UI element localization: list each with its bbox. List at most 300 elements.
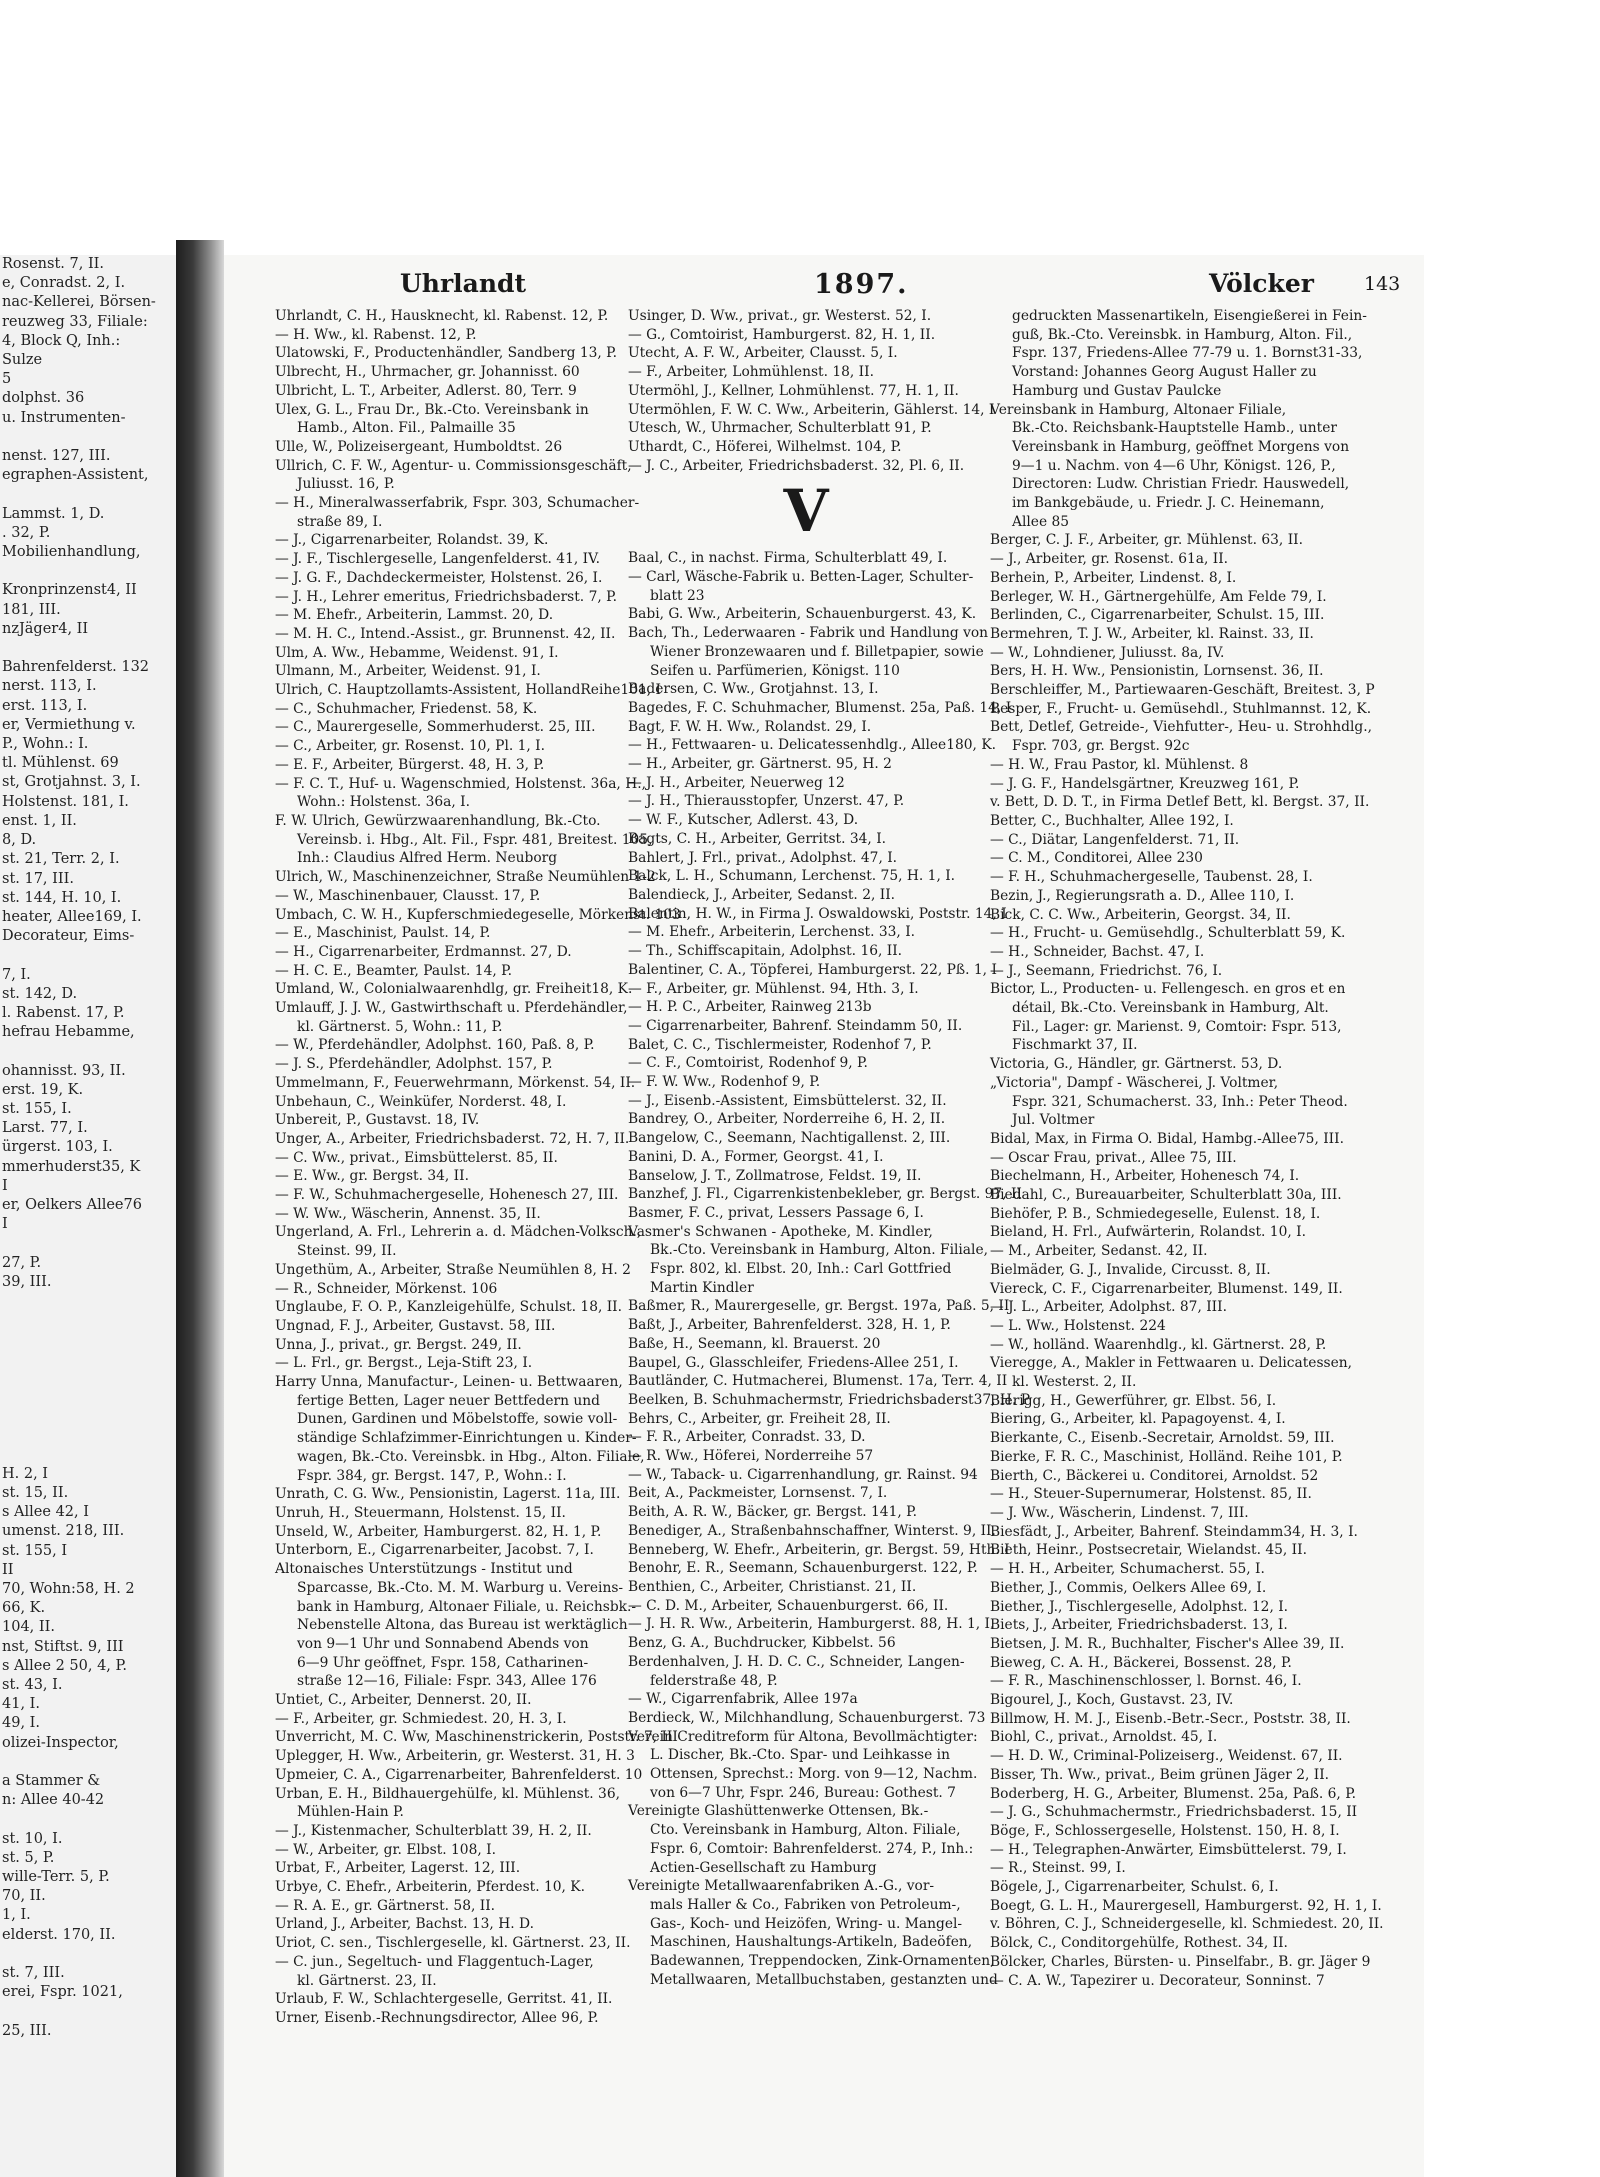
- directory-entry: Biedahl, C., Bureauarbeiter, Schulterblatt 30a, III.: [990, 1187, 1342, 1204]
- entry-continuation: wagen, Bk.-Cto. Vereinsbk. in Hbg., Alton. Filiale,: [297, 1448, 645, 1465]
- left-page-line: 70, Wohn:58, H. 2: [2, 1581, 135, 1598]
- directory-entry: Biechelmann, H., Arbeiter, Hohenesch 74, I.: [990, 1168, 1300, 1185]
- left-page-line: [0, 1426, 178, 1445]
- left-page-line: Kronprinzenst4, II: [2, 582, 137, 599]
- left-page-line: st. 43, I.: [2, 1677, 63, 1694]
- directory-entry: — J. G. F., Handelsgärtner, Kreuzweg 161, P.: [990, 775, 1300, 792]
- left-page-line: hefrau Hebamme,: [2, 1024, 135, 1041]
- directory-entry: Uhrlandt, C. H., Hausknecht, kl. Rabenst. 12, P.: [275, 308, 609, 324]
- directory-entry: Biether, J., Commis, Oelkers Allee 69, I.: [990, 1579, 1267, 1596]
- directory-entry: Bagt, F. W. H. Ww., Rolandst. 29, I.: [628, 718, 872, 735]
- directory-entry: Vieregge, A., Makler in Fettwaaren u. Delicatessen,: [990, 1355, 1353, 1372]
- directory-entry: Umlauff, J. J. W., Gastwirthschaft u. Pferdehändler,: [275, 1000, 628, 1017]
- directory-entry: — R. Ww., Höferei, Norderreihe 57: [628, 1448, 874, 1465]
- entry-continuation: Jul. Voltmer: [1012, 1112, 1095, 1129]
- directory-entry: Balendieck, J., Arbeiter, Sedanst. 2, II.: [628, 886, 896, 903]
- left-page-line: l. Rabenst. 17, P.: [2, 1004, 125, 1021]
- directory-entry: Viereck, C. F., Cigarrenarbeiter, Blumenst. 149, II.: [990, 1280, 1343, 1297]
- directory-entry: Benohr, E. R., Seemann, Schauenburgerst. 122, P.: [628, 1560, 978, 1577]
- entry-continuation: Badewannen, Treppendocken, Zink-Ornamenten,: [650, 1953, 995, 1970]
- directory-entry: — J. Ww., Wäscherin, Lindenst. 7, III.: [990, 1505, 1249, 1521]
- directory-entry: Unbehaun, C., Weinküfer, Norderst. 48, I.: [275, 1093, 567, 1110]
- directory-entry: Bahlert, J. Frl., privat., Adolphst. 47, I.: [628, 849, 898, 866]
- directory-entry: Banzhef, J. Fl., Cigarrenkistenbekleber, gr. Bergst. 97, II: [628, 1186, 1022, 1203]
- left-page-line: erst. 113, I.: [2, 697, 88, 714]
- directory-entry: — C., Diätar, Langenfelderst. 71, II.: [990, 831, 1240, 848]
- directory-entry: Beit, A., Packmeister, Lornsenst. 7, I.: [628, 1485, 888, 1502]
- entry-continuation: Fspr. 321, Schumacherst. 33, Inh.: Peter Theod.: [1012, 1093, 1348, 1110]
- left-page-line: s Allee 2 50, 4, P.: [2, 1657, 127, 1674]
- directory-entry: Harry Unna, Manufactur-, Leinen- u. Bettwaaren,: [275, 1374, 623, 1391]
- entry-continuation: Directoren: Ludw. Christian Friedr. Hauswedell,: [1012, 476, 1350, 493]
- left-page-line: Lammst. 1, D.: [2, 505, 105, 522]
- directory-entry: — R. A. E., gr. Gärtnerst. 58, II.: [275, 1897, 496, 1914]
- left-page-line: Bahrenfelderst. 132: [2, 659, 150, 676]
- left-page-line: 8, D.: [2, 832, 37, 849]
- directory-entry: — J. S., Pferdehändler, Adolphst. 157, P.: [275, 1056, 553, 1073]
- left-page-line: [0, 1311, 178, 1330]
- left-page-line: [0, 1753, 178, 1772]
- directory-entry: — F. W., Schuhmachergeselle, Hohenesch 27, III.: [275, 1187, 619, 1204]
- entry-continuation: mals Haller & Co., Fabriken von Petroleum-,: [650, 1896, 961, 1913]
- left-page-line: wille-Terr. 5, P.: [2, 1869, 110, 1886]
- left-page-line: nac-Kellerei, Börsen-: [2, 294, 156, 311]
- directory-entry: Boegt, G. L. H., Maurergesell, Hamburgerst. 92, H. 1, I.: [990, 1897, 1382, 1914]
- directory-entry: — E. Ww., gr. Bergst. 34, II.: [275, 1168, 469, 1185]
- left-page-line: st. 7, III.: [2, 1965, 65, 1982]
- directory-entry: Bieweg, C. A. H., Bäckerei, Bossenst. 28, P.: [990, 1654, 1292, 1671]
- directory-entry: Biering, G., Arbeiter, kl. Papagoyenst. 4, I.: [990, 1411, 1286, 1428]
- directory-entry: Urbat, F., Arbeiter, Lagerst. 12, III.: [275, 1860, 521, 1877]
- left-page-line: 49, I.: [2, 1715, 41, 1732]
- entry-continuation: 9—1 u. Nachm. von 4—6 Uhr, Königst. 126, P.,: [1012, 457, 1336, 474]
- directory-entry: Billmow, H. M. J., Eisenb.-Betr.-Secr., Poststr. 38, II.: [990, 1710, 1351, 1727]
- entry-continuation: guß, Bk.-Cto. Vereinsbk. in Hamburg, Alton. Fil.,: [1012, 326, 1353, 343]
- directory-entry: Biets, J., Arbeiter, Friedrichsbaderst. 13, I.: [990, 1617, 1288, 1634]
- entry-continuation: Fspr. 6, Comtoir: Bahrenfelderst. 274, P., Inh.:: [650, 1840, 974, 1857]
- left-page-line: [0, 1407, 178, 1426]
- directory-entry: Baßt, J., Arbeiter, Bahrenfelderst. 328, H. 1, P.: [628, 1317, 951, 1334]
- directory-entry: Bagts, C. H., Arbeiter, Gerritst. 34, I.: [628, 830, 887, 847]
- directory-entry: Victoria, G., Händler, gr. Gärtnerst. 53, D.: [990, 1056, 1283, 1073]
- directory-entry: Uthardt, C., Höferei, Wilhelmst. 104, P.: [628, 438, 902, 455]
- directory-entry: — J., Cigarrenarbeiter, Rolandst. 39, K.: [275, 532, 549, 549]
- left-page-line: ürgerst. 103, I.: [2, 1139, 113, 1156]
- left-page-line: [0, 639, 178, 658]
- directory-entry: Ullrich, C. F. W., Agentur- u. Commissionsgeschäft,: [275, 457, 632, 474]
- directory-entry: — H. C. E., Beamter, Paulst. 14, P.: [275, 962, 513, 979]
- directory-entry: Bezin, J., Regierungsrath a. D., Allee 110, I.: [990, 887, 1295, 904]
- left-page-line: 39, III.: [2, 1273, 52, 1290]
- left-page-line: nerst. 113, I.: [2, 678, 97, 695]
- directory-entry: Unglaube, F. O. P., Kanzleigehülfe, Schulst. 18, II.: [275, 1299, 623, 1316]
- left-page-line: st. 10, I.: [2, 1830, 63, 1847]
- directory-entry: Untiet, C., Arbeiter, Dennerst. 20, II.: [275, 1692, 532, 1709]
- directory-entry: — C. Ww., privat., Eimsbüttelerst. 85, II.: [275, 1149, 558, 1166]
- directory-entry: Besper, F., Frucht- u. Gemüsehdl., Stuhlmannst. 12, K.: [990, 700, 1372, 717]
- left-page-line: Rosenst. 7, II.: [2, 256, 105, 272]
- directory-entry: Bierkante, C., Eisenb.-Secretair, Arnoldst. 59, III.: [990, 1430, 1335, 1447]
- directory-entry: — H. P. C., Arbeiter, Rainweg 213b: [628, 999, 872, 1016]
- entry-continuation: Vorstand: Johannes Georg August Haller zu: [1012, 364, 1317, 381]
- left-page-line: mmerhuderst35, K: [2, 1158, 141, 1175]
- entry-continuation: Hamb., Alton. Fil., Palmaille 35: [297, 420, 516, 437]
- directory-entry: — H. D. W., Criminal-Polizeiserg., Weidenst. 67, II.: [990, 1748, 1343, 1765]
- directory-entry: — E. F., Arbeiter, Bürgerst. 48, H. 3, P.: [275, 756, 545, 773]
- directory-entry: — J. F., Tischlergeselle, Langenfelderst. 41, IV.: [275, 551, 601, 568]
- entry-continuation: Gas-, Koch- und Heizöfen, Wring- u. Mangel-: [650, 1915, 963, 1932]
- directory-entry: — C. M., Conditorei, Allee 230: [990, 850, 1203, 867]
- left-page-line: st. 21, Terr. 2, I.: [2, 851, 120, 868]
- directory-entry: Unrath, C. G. Ww., Pensionistin, Lagerst. 11a, III.: [275, 1486, 621, 1503]
- directory-entry: — L. Frl., gr. Bergst., Leja-Stift 23, I.: [275, 1355, 533, 1372]
- column-2-u-entries: [628, 307, 995, 475]
- directory-entry: — C., Arbeiter, gr. Rosenst. 10, Pl. 1, I.: [275, 738, 546, 755]
- directory-entry: — W., Cigarrenfabrik, Allee 197a: [628, 1691, 858, 1708]
- entry-continuation: Mühlen-Hain P.: [297, 1804, 404, 1821]
- directory-entry: Bangelow, C., Seemann, Nachtigallenst. 2, III.: [628, 1130, 951, 1147]
- directory-entry: Bick, C. C. Ww., Arbeiterin, Georgst. 34, II.: [990, 906, 1291, 923]
- directory-entry: — J. H., Thierausstopfer, Unzerst. 47, P.: [628, 793, 905, 810]
- entry-continuation: Seifen u. Parfümerien, Königst. 110: [650, 662, 900, 679]
- directory-entry: — C. A. W., Tapezirer u. Decorateur, Sonninst. 7: [990, 1972, 1325, 1989]
- directory-entry: — H., Schneider, Bachst. 47, I.: [990, 943, 1205, 960]
- left-page-line: . 32, P.: [2, 524, 51, 541]
- directory-entry: Bautländer, C. Hutmacherei, Blumenst. 17a, Terr. 4, II: [628, 1373, 1008, 1390]
- directory-entry: Bieth, Heinr., Postsecretair, Wielandst. 45, II.: [990, 1542, 1307, 1559]
- directory-entry: Berhein, P., Arbeiter, Lindenst. 8, I.: [990, 569, 1237, 586]
- directory-entry: Urner, Eisenb.-Rechnungsdirector, Allee 96, P.: [275, 2009, 599, 2026]
- left-page-line: reuzweg 33, Filiale:: [2, 313, 148, 330]
- directory-entry: Usinger, D. Ww., privat., gr. Westerst. 52, I.: [628, 308, 932, 324]
- entry-continuation: Allee 85: [1012, 513, 1070, 530]
- directory-entry: Bielmäder, G. J., Invalide, Circusst. 8, II.: [990, 1261, 1271, 1278]
- directory-entry: Bett, Detlef, Getreide-, Viehfutter-, Heu- u. Strohhdlg.,: [990, 719, 1372, 736]
- directory-entry: — M. Ehefr., Arbeiterin, Lerchenst. 33, I.: [628, 924, 916, 941]
- entry-continuation: L. Discher, Bk.-Cto. Spar- und Leihkasse in: [650, 1747, 950, 1764]
- directory-entry: Ulmann, M., Arbeiter, Weidenst. 91, I.: [275, 663, 541, 680]
- directory-entry: Verein Creditreform für Altona, Bevollmächtigter:: [628, 1728, 978, 1745]
- entry-continuation: détail, Bk.-Cto. Vereinsbank in Hamburg, Alt.: [1012, 1000, 1329, 1017]
- entry-continuation: Bk.-Cto. Reichsbank-Hauptstelle Hamb., unter: [1012, 420, 1337, 437]
- directory-entry: Biether, J., Tischlergeselle, Adolphst. 12, I.: [990, 1598, 1289, 1615]
- entry-continuation: Martin Kindler: [650, 1279, 754, 1296]
- directory-entry: — W., Arbeiter, gr. Elbst. 108, I.: [275, 1841, 496, 1858]
- left-page-line: 7, I.: [2, 966, 31, 983]
- directory-entry: — M. Ehefr., Arbeiterin, Lammst. 20, D.: [275, 607, 554, 624]
- directory-entry: Benneberg, W. Ehefr., Arbeiterin, gr. Bergst. 59, Hth. I: [628, 1541, 1010, 1558]
- directory-entry: Ulrich, W., Maschinenzeichner, Straße Neumühlen 1-2: [275, 869, 656, 886]
- directory-entry: — M. H. C., Intend.-Assist., gr. Brunnenst. 42, II.: [275, 625, 616, 642]
- directory-entry: Boderberg, H. G., Arbeiter, Blumenst. 25a, Paß. 6, P.: [990, 1785, 1357, 1802]
- directory-entry: Baße, H., Seemann, kl. Brauerst. 20: [628, 1335, 881, 1352]
- entry-continuation: Juliusst. 16, P.: [297, 476, 395, 493]
- directory-entry: Unseld, W., Arbeiter, Hamburgerst. 82, H. 1, P.: [275, 1523, 602, 1540]
- directory-entry: Utermöhl, J., Kellner, Lohmühlenst. 77, H. 1, II.: [628, 382, 959, 399]
- directory-entry: Basmer, F. C., privat, Lessers Passage 6, I.: [628, 1204, 924, 1221]
- directory-entry: Ulbricht, L. T., Arbeiter, Adlerst. 80, Terr. 9: [275, 382, 577, 399]
- entry-continuation: Fspr. 137, Friedens-Allee 77-79 u. 1. Bornst31-33,: [1012, 345, 1363, 362]
- directory-entry: Ulex, G. L., Frau Dr., Bk.-Cto. Vereinsbank in: [275, 401, 589, 418]
- left-page-line: umenst. 218, III.: [2, 1523, 125, 1540]
- book-spine: [176, 240, 224, 2177]
- left-page-line: [0, 1446, 178, 1465]
- directory-entry: — C. F., Comtoirist, Rodenhof 9, P.: [628, 1055, 868, 1072]
- directory-entry: — H., Frucht- u. Gemüsehdlg., Schulterblatt 59, K.: [990, 925, 1346, 942]
- header-year: 1897.: [814, 269, 909, 300]
- directory-entry: „Victoria", Dampf - Wäscherei, J. Voltmer,: [990, 1074, 1279, 1091]
- left-page-line: 25, III.: [2, 2022, 52, 2039]
- directory-entry: Berschleiffer, M., Partiewaaren-Geschäft, Breitest. 3, P: [990, 682, 1375, 699]
- directory-entry: Ungethüm, A., Arbeiter, Straße Neumühlen 8, H. 2: [275, 1261, 631, 1278]
- left-page-line: I: [2, 1216, 8, 1233]
- directory-entry: — R., Steinst. 99, I.: [990, 1860, 1126, 1877]
- entry-continuation: Bk.-Cto. Vereinsbank in Hamburg, Alton. Filiale,: [650, 1242, 988, 1259]
- directory-entry: Utesch, W., Uhrmacher, Schulterblatt 91, P.: [628, 420, 932, 437]
- directory-entry: Bisser, Th. Ww., privat., Beim grünen Jäger 2, II.: [990, 1766, 1330, 1783]
- directory-entry: Ungnad, F. J., Arbeiter, Gustavst. 58, III.: [275, 1317, 556, 1334]
- left-page-margin: [0, 255, 178, 2177]
- entry-continuation: Dunen, Gardinen und Möbelstoffe, sowie voll-: [297, 1411, 618, 1428]
- directory-entry: — F. W. Ww., Rodenhof 9, P.: [628, 1074, 821, 1091]
- left-page-line: e, Conradst. 2, I.: [2, 275, 126, 292]
- directory-entry: — H. H., Arbeiter, Schumacherst. 55, I.: [990, 1561, 1265, 1578]
- directory-entry: Bierke, F. R. C., Maschinist, Holländ. Reihe 101, P.: [990, 1448, 1343, 1465]
- left-page-line: 66, K.: [2, 1600, 46, 1617]
- left-page-line: 181, III.: [2, 601, 61, 618]
- left-page-line: st, Grotjahnst. 3, I.: [2, 774, 141, 791]
- left-page-line: nzJäger4, II: [2, 620, 89, 637]
- directory-entry: Unger, A., Arbeiter, Friedrichsbaderst. 72, H. 7, II.: [275, 1130, 630, 1147]
- directory-entry: — J. G., Schuhmachermstr., Friedrichsbaderst. 15, II: [990, 1804, 1358, 1821]
- entry-continuation: Vereinsb. i. Hbg., Alt. Fil., Fspr. 481, Breitest. 105,: [297, 831, 653, 848]
- directory-entry: Baßmer, R., Maurergeselle, gr. Bergst. 197a, Paß. 5, II: [628, 1298, 1010, 1315]
- directory-entry: — W. Ww., Wäscherin, Annenst. 35, II.: [275, 1205, 541, 1222]
- directory-entry: Biohl, C., privat., Arnoldst. 45, I.: [990, 1729, 1218, 1746]
- directory-entry: Ulle, W., Polizeisergeant, Humboldtst. 26: [275, 438, 563, 455]
- column-2: [628, 307, 1031, 1989]
- directory-entry: Bermehren, T. J. W., Arbeiter, kl. Rainst. 33, II.: [990, 625, 1314, 642]
- entry-continuation: ständige Schlafzimmer-Einrichtungen u. Kinder-: [297, 1430, 637, 1447]
- left-page-line: 1, I.: [2, 1907, 31, 1924]
- left-page-line: elderst. 170, II.: [2, 1926, 116, 1943]
- left-page-line: Decorateur, Eims-: [2, 928, 135, 945]
- entry-continuation: Fspr. 703, gr. Bergst. 92c: [1012, 738, 1190, 755]
- left-page-line: dolphst. 36: [2, 390, 85, 407]
- left-page-line: [0, 1369, 178, 1388]
- entry-continuation: kl. Gärtnerst. 23, II.: [297, 1972, 437, 1989]
- left-page-line: H. 2, I: [2, 1465, 49, 1482]
- directory-entry: Unna, J., privat., gr. Bergst. 249, II.: [275, 1336, 522, 1353]
- entry-continuation: Fspr. 384, gr. Bergst. 147, P., Wohn.: I.: [297, 1467, 567, 1484]
- left-page-line: nst, Stiftst. 9, III: [2, 1638, 124, 1655]
- left-page-line: st. 144, H. 10, I.: [2, 889, 122, 906]
- left-page-line: u. Instrumenten-: [2, 409, 126, 426]
- directory-entry: — H., Telegraphen-Anwärter, Eimsbüttelerst. 79, I.: [990, 1841, 1347, 1858]
- entry-continuation: Fischmarkt 37, II.: [1012, 1037, 1138, 1054]
- entry-continuation: Inh.: Claudius Alfred Herm. Neuborg: [297, 850, 558, 867]
- left-page-line: st. 17, III.: [2, 870, 74, 887]
- left-page-line: [0, 1042, 178, 1061]
- directory-entry: Balentin, H. W., in Firma J. Oswaldowski, Poststr. 14, I: [628, 905, 1007, 922]
- left-page-line: a Stammer &: [2, 1773, 101, 1790]
- entry-continuation: blatt 23: [650, 587, 705, 604]
- directory-entry: — F. R., Arbeiter, Conradst. 33, D.: [628, 1429, 866, 1446]
- left-page-line: I: [2, 1177, 8, 1194]
- directory-entry: Ulatowski, F., Productenhändler, Sandberg 13, P.: [275, 345, 618, 362]
- directory-entry: Berger, C. J. F., Arbeiter, gr. Mühlenst. 63, II.: [990, 532, 1303, 549]
- directory-entry: Bagedes, F. C. Schuhmacher, Blumenst. 25a, Paß. 14, I: [628, 699, 1012, 716]
- directory-entry: Baal, C., in nachst. Firma, Schulterblatt 49, I.: [628, 550, 948, 567]
- directory-entry: — H., Cigarrenarbeiter, Erdmannst. 27, D.: [275, 943, 572, 960]
- directory-entry: — F. C. T., Huf- u. Wagenschmied, Holstenst. 36a, H.,: [275, 775, 647, 792]
- left-page-line: st. 155, I: [2, 1542, 68, 1559]
- directory-entry: Urland, J., Arbeiter, Bachst. 13, H. D.: [275, 1916, 534, 1933]
- left-page-line: [0, 1330, 178, 1349]
- directory-entry: Bierth, C., Bäckerei u. Conditorei, Arnoldst. 52: [990, 1467, 1319, 1484]
- directory-entry: Berdenhalven, J. H. D. C. C., Schneider, Langen-: [628, 1653, 965, 1670]
- left-page-line: st. 155, I.: [2, 1100, 72, 1117]
- left-page-line: enst. 1, II.: [2, 812, 77, 829]
- left-page-line: egraphen-Assistent,: [2, 467, 149, 484]
- left-page-line: s Allee 42, I: [2, 1504, 89, 1521]
- entry-continuation: Nebenstelle Altona, das Bureau ist werktäglich: [297, 1617, 628, 1634]
- left-page-line: st. 142, D.: [2, 985, 78, 1002]
- directory-entry: — F. R., Maschinenschlosser, l. Bornst. 46, I.: [990, 1673, 1302, 1690]
- directory-entry: Utecht, A. F. W., Arbeiter, Clausst. 5, I.: [628, 345, 898, 362]
- directory-entry: — F., Arbeiter, Lohmühlenst. 18, II.: [628, 364, 874, 381]
- directory-entry: — J. H., Lehrer emeritus, Friedrichsbaderst. 7, P.: [275, 588, 618, 605]
- entry-continuation: Maschinen, Haushaltungs-Artikeln, Badeöfen,: [650, 1934, 973, 1951]
- directory-entry: Bierigg, H., Gewerführer, gr. Elbst. 56, I.: [990, 1392, 1277, 1409]
- section-letter: V: [783, 477, 829, 546]
- left-page-line: olizei-Inspector,: [2, 1734, 119, 1751]
- directory-entry: Balck, L. H., Schumann, Lerchenst. 75, H. 1, I.: [628, 868, 956, 885]
- directory-entry: Banselow, J. T., Zollmatrose, Feldst. 19, II.: [628, 1167, 922, 1184]
- directory-entry: Bers, H. H. Ww., Pensionistin, Lornsenst. 36, II.: [990, 663, 1324, 680]
- directory-entry: Berlinden, C., Cigarrenarbeiter, Schulst. 15, III.: [990, 607, 1325, 624]
- entry-continuation: Steinst. 99, II.: [297, 1243, 397, 1260]
- directory-entry: Unruh, H., Steuermann, Holstenst. 15, II.: [275, 1505, 566, 1521]
- left-page-line: [0, 1945, 178, 1964]
- left-page-line: 4, Block Q, Inh.:: [2, 332, 121, 349]
- directory-entry: Behrs, C., Arbeiter, gr. Freiheit 28, II.: [628, 1410, 891, 1427]
- directory-entry: — C. D. M., Arbeiter, Schauenburgerst. 66, II.: [628, 1597, 949, 1614]
- directory-entry: — J., Seemann, Friedrichst. 76, I.: [990, 962, 1223, 979]
- entry-continuation: Fspr. 802, kl. Elbst. 20, Inh.: Carl Gottfried: [650, 1261, 952, 1278]
- entry-continuation: Fil., Lager: gr. Marienst. 9, Comtoir: Fspr. 513,: [1012, 1018, 1342, 1035]
- directory-entry: Uriot, C. sen., Tischlergeselle, kl. Gärtnerst. 23, II.: [275, 1935, 631, 1952]
- entry-continuation: Actien-Gesellschaft zu Hamburg: [650, 1859, 877, 1876]
- left-page-line: Sulze: [2, 352, 43, 369]
- directory-entry: Benediger, A., Straßenbahnschaffner, Winterst. 9, II.: [628, 1522, 996, 1539]
- directory-entry: Unbereit, P., Gustavst. 18, IV.: [275, 1112, 480, 1129]
- directory-entry: Bieland, H. Frl., Aufwärterin, Rolandst. 10, I.: [990, 1224, 1306, 1241]
- directory-entry: Beelken, B. Schuhmachermstr, Friedrichsbaderst37, H. P: [628, 1391, 1031, 1408]
- directory-entry: — W., Lohndiener, Juliusst. 8a, IV.: [990, 644, 1225, 661]
- left-page-line: tl. Mühlenst. 69: [2, 755, 119, 772]
- directory-entry: — E., Maschinist, Paulst. 14, P.: [275, 925, 491, 942]
- directory-entry: — J. H., Arbeiter, Neuerweg 12: [628, 774, 845, 791]
- directory-entry: — M., Arbeiter, Sedanst. 42, II.: [990, 1243, 1208, 1260]
- directory-entry: Bölcker, Charles, Bürsten- u. Pinselfabr., B. gr. Jäger 9: [990, 1953, 1371, 1970]
- directory-entry: — F., Arbeiter, gr. Schmiedest. 20, H. 3, I.: [275, 1710, 567, 1727]
- directory-entry: Unverricht, M. C. Ww, Maschinenstrickerin, Poststr. 7, III: [275, 1729, 678, 1746]
- directory-entry: Ulm, A. Ww., Hebamme, Weidenst. 91, I.: [275, 644, 559, 661]
- directory-entry: v. Böhren, C. J., Schneidergeselle, kl. Schmiedest. 20, II.: [990, 1916, 1384, 1933]
- directory-entry: — J. C., Arbeiter, Friedrichsbaderst. 32, Pl. 6, II.: [628, 457, 965, 474]
- directory-entry: — R., Schneider, Mörkenst. 106: [275, 1280, 498, 1297]
- entry-continuation: Wohn.: Holstenst. 36a, I.: [297, 794, 470, 811]
- directory-entry: Böge, F., Schlossergeselle, Holstenst. 150, H. 8, I.: [990, 1822, 1340, 1839]
- entry-continuation: Wiener Bronzewaaren und f. Billetpapier, sowie: [650, 643, 984, 660]
- left-page-line: er, Vermiethung v.: [2, 716, 136, 733]
- left-page-line: 27, P.: [2, 1254, 42, 1271]
- left-page-line: Mobilienhandlung,: [2, 544, 141, 561]
- entry-continuation: Metallwaaren, Metallbuchstaben, gestanzten und: [650, 1971, 998, 1988]
- entry-continuation: bank in Hamburg, Altonaer Filiale, u. Reichsbk.-: [297, 1598, 637, 1615]
- directory-entry: — C., Schuhmacher, Friedenst. 58, K.: [275, 700, 538, 717]
- directory-entry: Ungerland, A. Frl., Lehrerin a. d. Mädchen-Volksch.,: [275, 1224, 642, 1241]
- column-3: [990, 307, 1384, 1990]
- page-number: 143: [1364, 273, 1401, 295]
- entry-continuation: straße 12—16, Filiale: Fspr. 343, Allee 176: [297, 1673, 597, 1690]
- directory-entry: — C., Maurergeselle, Sommerhuderst. 25, III.: [275, 719, 596, 736]
- left-page-line: erei, Fspr. 1021,: [2, 1984, 123, 2001]
- directory-entry: — J. L., Arbeiter, Adolphst. 87, III.: [990, 1299, 1227, 1316]
- left-page-line: [0, 1388, 178, 1407]
- directory-entry: v. Bett, D. D. T., in Firma Detlef Bett, kl. Bergst. 37, II.: [990, 794, 1370, 811]
- left-page-line: ohannisst. 93, II.: [2, 1062, 126, 1079]
- left-page-line: 70, II.: [2, 1888, 46, 1905]
- left-page-line: er, Oelkers Allee76: [2, 1196, 142, 1213]
- directory-entry: Better, C., Buchhalter, Allee 192, I.: [990, 812, 1234, 829]
- directory-entry: Balet, C. C., Tischlermeister, Rodenhof 7, P.: [628, 1036, 932, 1053]
- directory-entry: Babi, G. Ww., Arbeiterin, Schauenburgerst. 43, K.: [628, 606, 977, 623]
- entry-continuation: gedruckten Massenartikeln, Eisengießerei in Fein-: [1012, 308, 1367, 324]
- entry-continuation: von 6—7 Uhr, Fspr. 246, Bureau: Gothest. 7: [650, 1784, 956, 1801]
- directory-entry: — W. F., Kutscher, Adlerst. 43, D.: [628, 812, 859, 829]
- directory-entry: F. W. Ulrich, Gewürzwaarenhandlung, Bk.-Cto.: [275, 812, 601, 829]
- left-page-line: heater, Allee169, I.: [2, 908, 142, 925]
- entry-continuation: straße 89, I.: [297, 513, 383, 530]
- directory-entry: Bictor, L., Producten- u. Fellengesch. en gros et en: [990, 981, 1346, 998]
- directory-entry: Beith, A. R. W., Bäcker, gr. Bergst. 141, P.: [628, 1504, 917, 1521]
- entry-continuation: Cto. Vereinsbank in Hamburg, Alton. Filiale,: [650, 1822, 961, 1839]
- directory-entry: — L. Ww., Holstenst. 224: [990, 1317, 1166, 1334]
- directory-entry: — J., Eisenb.-Assistent, Eimsbüttelerst. 32, II.: [628, 1092, 947, 1109]
- directory-entry: Berdieck, W., Milchhandlung, Schauenburgerst. 73: [628, 1709, 986, 1726]
- left-page-line: erst. 19, K.: [2, 1081, 84, 1098]
- entry-continuation: Hamburg und Gustav Paulcke: [1012, 382, 1222, 399]
- left-page-line: 104, II.: [2, 1619, 55, 1636]
- column-2-v-entries: [628, 549, 1031, 1989]
- entry-continuation: von 9—1 Uhr und Sonnabend Abends von: [297, 1635, 589, 1652]
- entry-continuation: kl. Westerst. 2, II.: [1012, 1374, 1137, 1391]
- directory-entry: Vasmer's Schwanen - Apotheke, M. Kindler,: [628, 1223, 933, 1240]
- directory-entry: — H., Mineralwasserfabrik, Fspr. 303, Schumacher-: [275, 495, 640, 512]
- left-page-line: 41, I.: [2, 1696, 41, 1713]
- directory-entry: Berleger, W. H., Gärtnergehülfe, Am Felde 79, I.: [990, 588, 1327, 605]
- entry-continuation: fertige Betten, Lager neuer Bettfedern und: [297, 1392, 600, 1409]
- directory-entry: Upmeier, C. A., Cigarrenarbeiter, Bahrenfelderst. 10: [275, 1766, 643, 1783]
- entry-continuation: Sparcasse, Bk.-Cto. M. M. Warburg u. Vereins-: [297, 1579, 624, 1596]
- directory-entry: Badersen, C. Ww., Grotjahnst. 13, I.: [628, 681, 879, 698]
- directory-entry: Utermöhlen, F. W. C. Ww., Arbeiterin, Gählerst. 14, I: [628, 401, 995, 418]
- left-page-line: Larst. 77, I.: [2, 1120, 88, 1137]
- directory-entry: — W., Maschinenbauer, Clausst. 17, P.: [275, 887, 541, 904]
- left-page-line: [0, 485, 178, 504]
